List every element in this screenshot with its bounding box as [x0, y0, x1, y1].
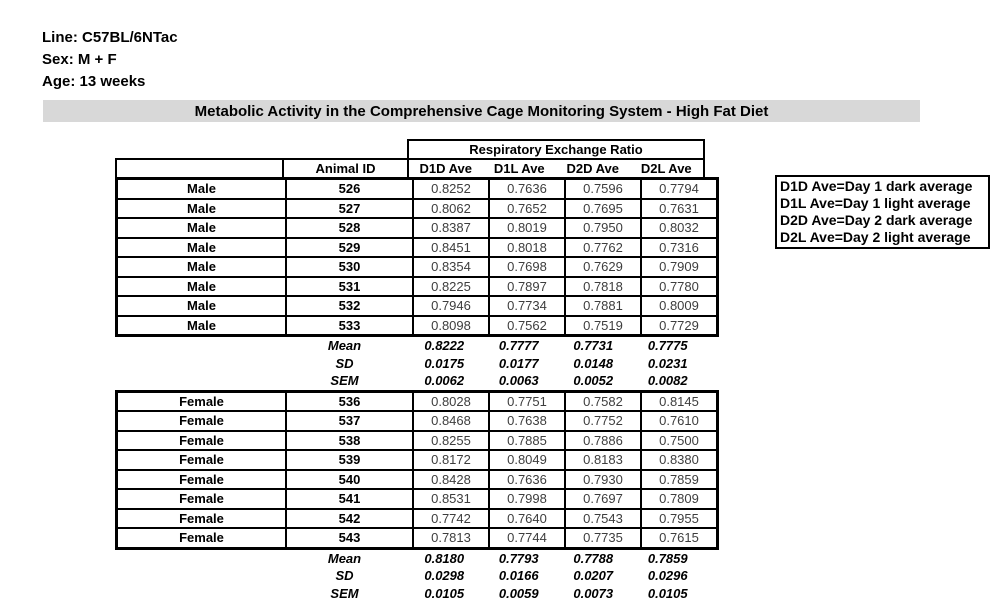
- col-header-d1l: D1L Ave: [483, 160, 557, 177]
- animal-id-cell: 527: [286, 199, 413, 219]
- value-cell: 0.8145: [641, 391, 718, 411]
- stats-value: 0.0207: [556, 568, 631, 583]
- stats-value: 0.0298: [407, 568, 482, 583]
- sex-cell: Male: [117, 218, 287, 238]
- value-cell: 0.8183: [565, 450, 641, 470]
- animal-id-cell: 538: [286, 431, 413, 451]
- value-cell: 0.7794: [641, 179, 718, 199]
- value-cell: 0.7751: [489, 391, 565, 411]
- value-cell: 0.7631: [641, 199, 718, 219]
- legend-item-d1l: D1L Ave=Day 1 light average: [780, 195, 985, 212]
- value-cell: 0.8451: [413, 238, 489, 258]
- value-cell: 0.7562: [489, 316, 565, 336]
- value-cell: 0.7695: [565, 199, 641, 219]
- animal-id-cell: 532: [286, 296, 413, 316]
- value-cell: 0.7698: [489, 257, 565, 277]
- sex-cell: Female: [117, 431, 287, 451]
- animal-id-cell: 536: [286, 391, 413, 411]
- value-cell: 0.7316: [641, 238, 718, 258]
- age-label: Age: 13 weeks: [42, 71, 178, 93]
- value-cell: 0.7780: [641, 277, 718, 297]
- sex-cell: Male: [117, 277, 287, 297]
- legend-item-d1d: D1D Ave=Day 1 dark average: [780, 178, 985, 195]
- animal-id-cell: 533: [286, 316, 413, 336]
- stats-row: [115, 337, 705, 355]
- table-row: [117, 431, 718, 451]
- stats-row: [115, 585, 705, 602]
- stats-value: 0.0177: [482, 356, 557, 371]
- animal-id-cell: 530: [286, 257, 413, 277]
- value-cell: 0.7897: [489, 277, 565, 297]
- col-header-d1d: D1D Ave: [409, 160, 483, 177]
- sex-cell: Female: [117, 528, 287, 548]
- stats-label: SD: [282, 356, 407, 371]
- animal-id-cell: 543: [286, 528, 413, 548]
- table-row: [117, 218, 718, 238]
- group-header: Respiratory Exchange Ratio: [407, 139, 705, 158]
- stats-row: [115, 567, 705, 585]
- value-cell: 0.7930: [565, 470, 641, 490]
- value-cell: 0.8225: [413, 277, 489, 297]
- value-cell: 0.7596: [565, 179, 641, 199]
- value-cell: 0.7813: [413, 528, 489, 548]
- legend-item-d2d: D2D Ave=Day 2 dark average: [780, 212, 985, 229]
- col-header-d2d: D2D Ave: [556, 160, 630, 177]
- value-cell: 0.7818: [565, 277, 641, 297]
- stats-value: 0.7793: [482, 551, 557, 566]
- value-cell: 0.7998: [489, 489, 565, 509]
- sex-cell: Female: [117, 489, 287, 509]
- sex-cell: Male: [117, 296, 287, 316]
- value-cell: 0.8428: [413, 470, 489, 490]
- value-cell: 0.7735: [565, 528, 641, 548]
- table-row: [117, 179, 718, 199]
- stats-value: 0.0059: [482, 586, 557, 601]
- table-row: [117, 391, 718, 411]
- value-cell: 0.7519: [565, 316, 641, 336]
- value-cell: 0.8049: [489, 450, 565, 470]
- table-row: [117, 528, 718, 548]
- female-stats: [115, 550, 705, 602]
- animal-id-cell: 542: [286, 509, 413, 529]
- animal-id-cell: 529: [286, 238, 413, 258]
- stats-value: 0.7731: [556, 338, 631, 353]
- stats-value: 0.0082: [631, 373, 706, 388]
- value-cell: 0.8252: [413, 179, 489, 199]
- value-cell: 0.7610: [641, 411, 718, 431]
- animal-id-cell: 526: [286, 179, 413, 199]
- sex-cell: Male: [117, 316, 287, 336]
- sex-cell: Female: [117, 391, 287, 411]
- stats-label: SD: [282, 568, 407, 583]
- metabolic-table: [115, 139, 705, 602]
- value-cell: 0.7734: [489, 296, 565, 316]
- stats-value: 0.0052: [556, 373, 631, 388]
- value-cell: 0.8062: [413, 199, 489, 219]
- legend-item-d2l: D2L Ave=Day 2 light average: [780, 229, 985, 246]
- stats-value: 0.0062: [407, 373, 482, 388]
- data-header-box: [407, 158, 705, 177]
- animal-id-cell: 537: [286, 411, 413, 431]
- value-cell: 0.7886: [565, 431, 641, 451]
- value-cell: 0.8255: [413, 431, 489, 451]
- stats-value: 0.7859: [631, 551, 706, 566]
- animal-id-cell: 541: [286, 489, 413, 509]
- value-cell: 0.8018: [489, 238, 565, 258]
- stats-value: 0.0148: [556, 356, 631, 371]
- sex-cell: Female: [117, 509, 287, 529]
- table-row: [117, 316, 718, 336]
- female-table: [115, 390, 719, 550]
- value-cell: 0.8468: [413, 411, 489, 431]
- value-cell: 0.7500: [641, 431, 718, 451]
- animal-id-cell: 528: [286, 218, 413, 238]
- sex-cell: Female: [117, 470, 287, 490]
- value-cell: 0.7697: [565, 489, 641, 509]
- value-cell: 0.7652: [489, 199, 565, 219]
- value-cell: 0.7859: [641, 470, 718, 490]
- value-cell: 0.7955: [641, 509, 718, 529]
- stats-value: 0.8222: [407, 338, 482, 353]
- column-header-row: [115, 158, 705, 177]
- value-cell: 0.7615: [641, 528, 718, 548]
- stats-row: [115, 372, 705, 390]
- sex-cell: Male: [117, 179, 287, 199]
- stats-value: 0.8180: [407, 551, 482, 566]
- stats-value: 0.0063: [482, 373, 557, 388]
- value-cell: 0.8019: [489, 218, 565, 238]
- value-cell: 0.8028: [413, 391, 489, 411]
- sex-cell: Male: [117, 238, 287, 258]
- stats-value: 0.7777: [482, 338, 557, 353]
- value-cell: 0.7729: [641, 316, 718, 336]
- value-cell: 0.7752: [565, 411, 641, 431]
- stats-value: 0.7788: [556, 551, 631, 566]
- value-cell: 0.7744: [489, 528, 565, 548]
- stats-value: 0.7775: [631, 338, 706, 353]
- stats-value: 0.0231: [631, 356, 706, 371]
- value-cell: 0.8531: [413, 489, 489, 509]
- table-row: [117, 509, 718, 529]
- line-label: Line: C57BL/6NTac: [42, 27, 178, 49]
- value-cell: 0.7762: [565, 238, 641, 258]
- col-header-d2l: D2L Ave: [630, 160, 704, 177]
- value-cell: 0.8354: [413, 257, 489, 277]
- value-cell: 0.8387: [413, 218, 489, 238]
- value-cell: 0.7638: [489, 411, 565, 431]
- value-cell: 0.8172: [413, 450, 489, 470]
- table-row: [117, 296, 718, 316]
- value-cell: 0.7582: [565, 391, 641, 411]
- stats-value: 0.0166: [482, 568, 557, 583]
- value-cell: 0.7629: [565, 257, 641, 277]
- value-cell: 0.7636: [489, 179, 565, 199]
- value-cell: 0.7742: [413, 509, 489, 529]
- stats-label: Mean: [282, 338, 407, 353]
- sex-label: Sex: M + F: [42, 49, 178, 71]
- value-cell: 0.7809: [641, 489, 718, 509]
- stats-value: 0.0296: [631, 568, 706, 583]
- legend-box: [775, 175, 990, 249]
- male-table: [115, 177, 719, 337]
- sex-cell: Female: [117, 450, 287, 470]
- animal-id-cell: 539: [286, 450, 413, 470]
- stats-row: [115, 550, 705, 568]
- stats-value: 0.0073: [556, 586, 631, 601]
- stats-value: 0.0175: [407, 356, 482, 371]
- animal-id-cell: 540: [286, 470, 413, 490]
- value-cell: 0.8098: [413, 316, 489, 336]
- left-header-box: [115, 158, 407, 177]
- value-cell: 0.7640: [489, 509, 565, 529]
- male-stats: [115, 337, 705, 390]
- sex-cell: Female: [117, 411, 287, 431]
- value-cell: 0.7885: [489, 431, 565, 451]
- value-cell: 0.8009: [641, 296, 718, 316]
- stats-row: [115, 355, 705, 373]
- stats-label: SEM: [282, 586, 407, 601]
- table-row: [117, 470, 718, 490]
- value-cell: 0.7909: [641, 257, 718, 277]
- table-row: [117, 450, 718, 470]
- stats-label: Mean: [282, 551, 407, 566]
- table-row: [117, 277, 718, 297]
- value-cell: 0.7950: [565, 218, 641, 238]
- page-title: Metabolic Activity in the Comprehensive Cage Monitoring System - High Fat Diet: [43, 100, 920, 122]
- sex-cell: Male: [117, 199, 287, 219]
- sex-cell: Male: [117, 257, 287, 277]
- sex-header-cell: [117, 160, 284, 177]
- animal-id-header: Animal ID: [284, 160, 407, 177]
- value-cell: 0.8380: [641, 450, 718, 470]
- value-cell: 0.7636: [489, 470, 565, 490]
- value-cell: 0.7543: [565, 509, 641, 529]
- table-row: [117, 489, 718, 509]
- stats-value: 0.0105: [407, 586, 482, 601]
- table-row: [117, 238, 718, 258]
- value-cell: 0.7881: [565, 296, 641, 316]
- table-row: [117, 199, 718, 219]
- stats-value: 0.0105: [631, 586, 706, 601]
- study-meta: [42, 27, 178, 93]
- table-row: [117, 411, 718, 431]
- stats-label: SEM: [282, 373, 407, 388]
- value-cell: 0.7946: [413, 296, 489, 316]
- animal-id-cell: 531: [286, 277, 413, 297]
- value-cell: 0.8032: [641, 218, 718, 238]
- table-row: [117, 257, 718, 277]
